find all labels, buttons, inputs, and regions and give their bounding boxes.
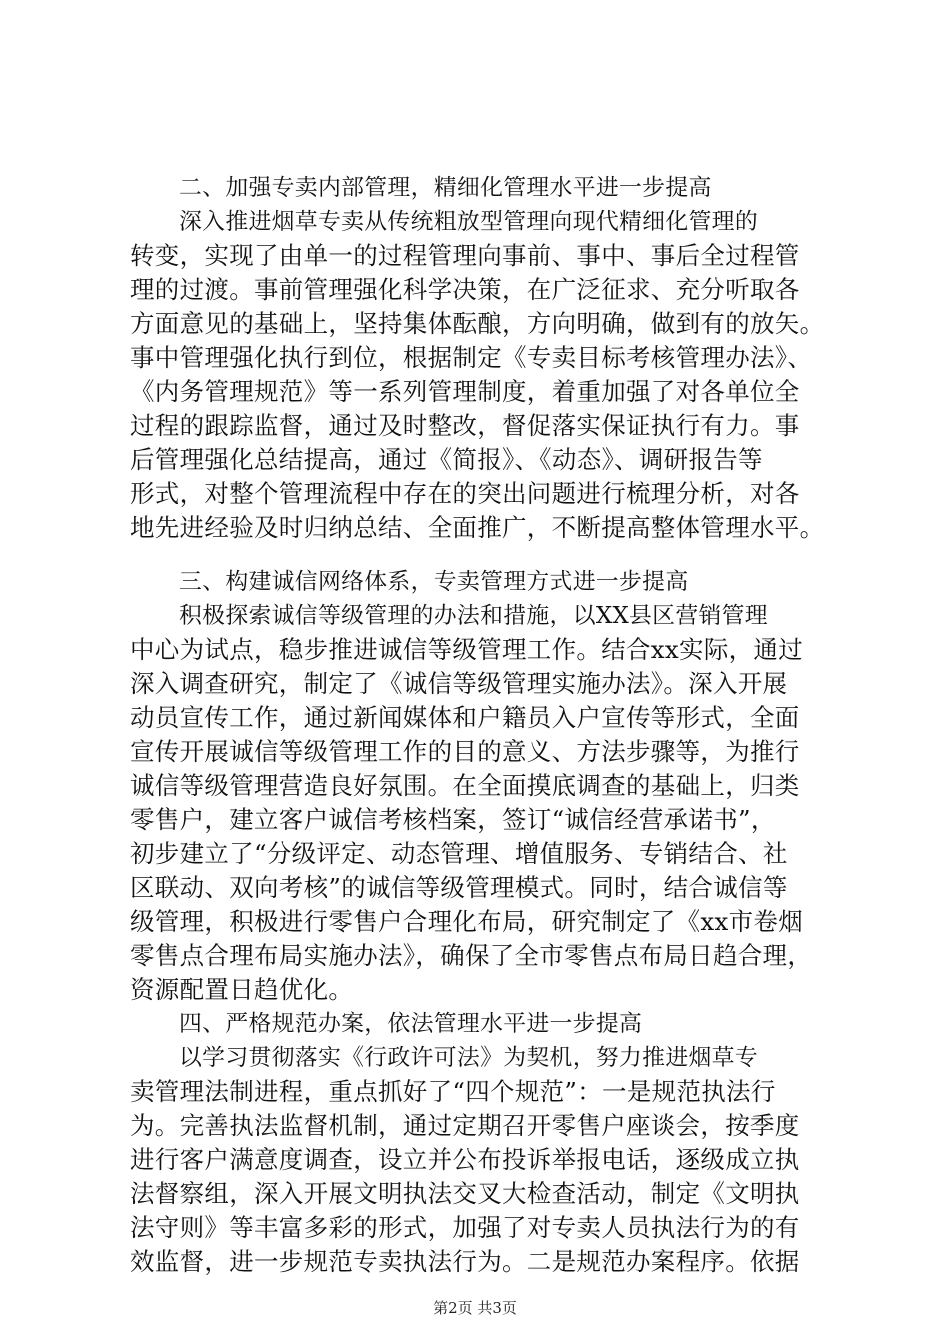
paragraph-line: 后管理强化总结提高，通过《简报》、《动态》、调研报告等: [130, 445, 763, 474]
paragraph-line: 卖管理法制进程，重点抓好了“四个规范”：一是规范执法行: [130, 1077, 776, 1106]
paragraph-line: 动员宣传工作，通过新闻媒体和户籍员入户宣传等形式，全面: [130, 703, 800, 732]
paragraph-line: 方面意见的基础上，坚持集体酝酿，方向明确，做到有的放矢。: [130, 309, 825, 338]
section-heading: 四、严格规范办案，依法管理水平进一步提高: [179, 1011, 643, 1037]
paragraph-line: 积极探索诚信等级管理的办法和措施，以XX县区营销管理: [179, 603, 768, 629]
paragraph-line: 资源配置日趋优化。: [130, 975, 354, 1004]
paragraph-line: 初步建立了“分级评定、动态管理、增值服务、专销结合、社: [130, 839, 788, 868]
page-footer: 第2页 共3页: [433, 1299, 517, 1317]
paragraph-line: 区联动、双向考核”的诚信等级管理模式。同时，结合诚信等: [130, 873, 788, 902]
paragraph-line: 宣传开展诚信等级管理工作的目的意义、方法步骤等，为推行: [130, 737, 800, 766]
paragraph-line: 中心为试点，稳步推进诚信等级管理工作。结合xx实际，通过: [130, 635, 804, 664]
paragraph-line: 深入推进烟草专卖从传统粗放型管理向现代精细化管理的: [179, 209, 758, 235]
paragraph-line: 进行客户满意度调查，设立并公布投诉举报电话，逐级成立执: [130, 1145, 800, 1174]
paragraph-line: 形式，对整个管理流程中存在的突出问题进行梳理分析，对各: [130, 479, 800, 508]
paragraph-line: 地先进经验及时归纳总结、全面推广，不断提高整体管理水平。: [130, 513, 825, 542]
paragraph-line: 深入调查研究，制定了《诚信等级管理实施办法》。深入开展: [130, 669, 788, 698]
section-heading: 三、构建诚信网络体系，专卖管理方式进一步提高: [179, 569, 689, 595]
paragraph-line: 法守则》等丰富多彩的形式，加强了对专卖人员执法行为的有: [130, 1213, 800, 1242]
paragraph-line: 以学习贯彻落实《行政许可法》为契机，努力推进烟草专: [179, 1045, 758, 1071]
paragraph-line: 《内务管理规范》等一系列管理制度，着重加强了对各单位全: [130, 377, 800, 406]
paragraph-line: 为。完善执法监督机制，通过定期召开零售户座谈会，按季度: [130, 1111, 800, 1140]
paragraph-line: 理的过渡。事前管理强化科学决策，在广泛征求、充分听取各: [130, 275, 800, 304]
paragraph-line: 效监督，进一步规范专卖执法行为。二是规范办案程序。依据: [130, 1247, 800, 1276]
section-heading: 二、加强专卖内部管理，精细化管理水平进一步提高: [179, 175, 712, 201]
paragraph-line: 转变，实现了由单一的过程管理向事前、事中、事后全过程管: [130, 241, 800, 270]
paragraph-line: 诚信等级管理营造良好氛围。在全面摸底调查的基础上，归类: [130, 771, 800, 800]
paragraph-line: 过程的跟踪监督，通过及时整改，督促落实保证执行有力。事: [130, 411, 800, 440]
paragraph-line: 法督察组，深入开展文明执法交叉大检查活动，制定《文明执: [130, 1179, 800, 1208]
paragraph-line: 零售户，建立客户诚信考核档案，签订“诚信经营承诺书”，: [130, 805, 776, 834]
paragraph-line: 级管理，积极进行零售户合理化布局，研究制定了《xx市卷烟: [130, 907, 804, 936]
paragraph-line: 零售点合理布局实施办法》，确保了全市零售点布局日趋合理，: [130, 941, 813, 970]
paragraph-line: 事中管理强化执行到位，根据制定《专卖目标考核管理办法》、: [130, 343, 813, 372]
